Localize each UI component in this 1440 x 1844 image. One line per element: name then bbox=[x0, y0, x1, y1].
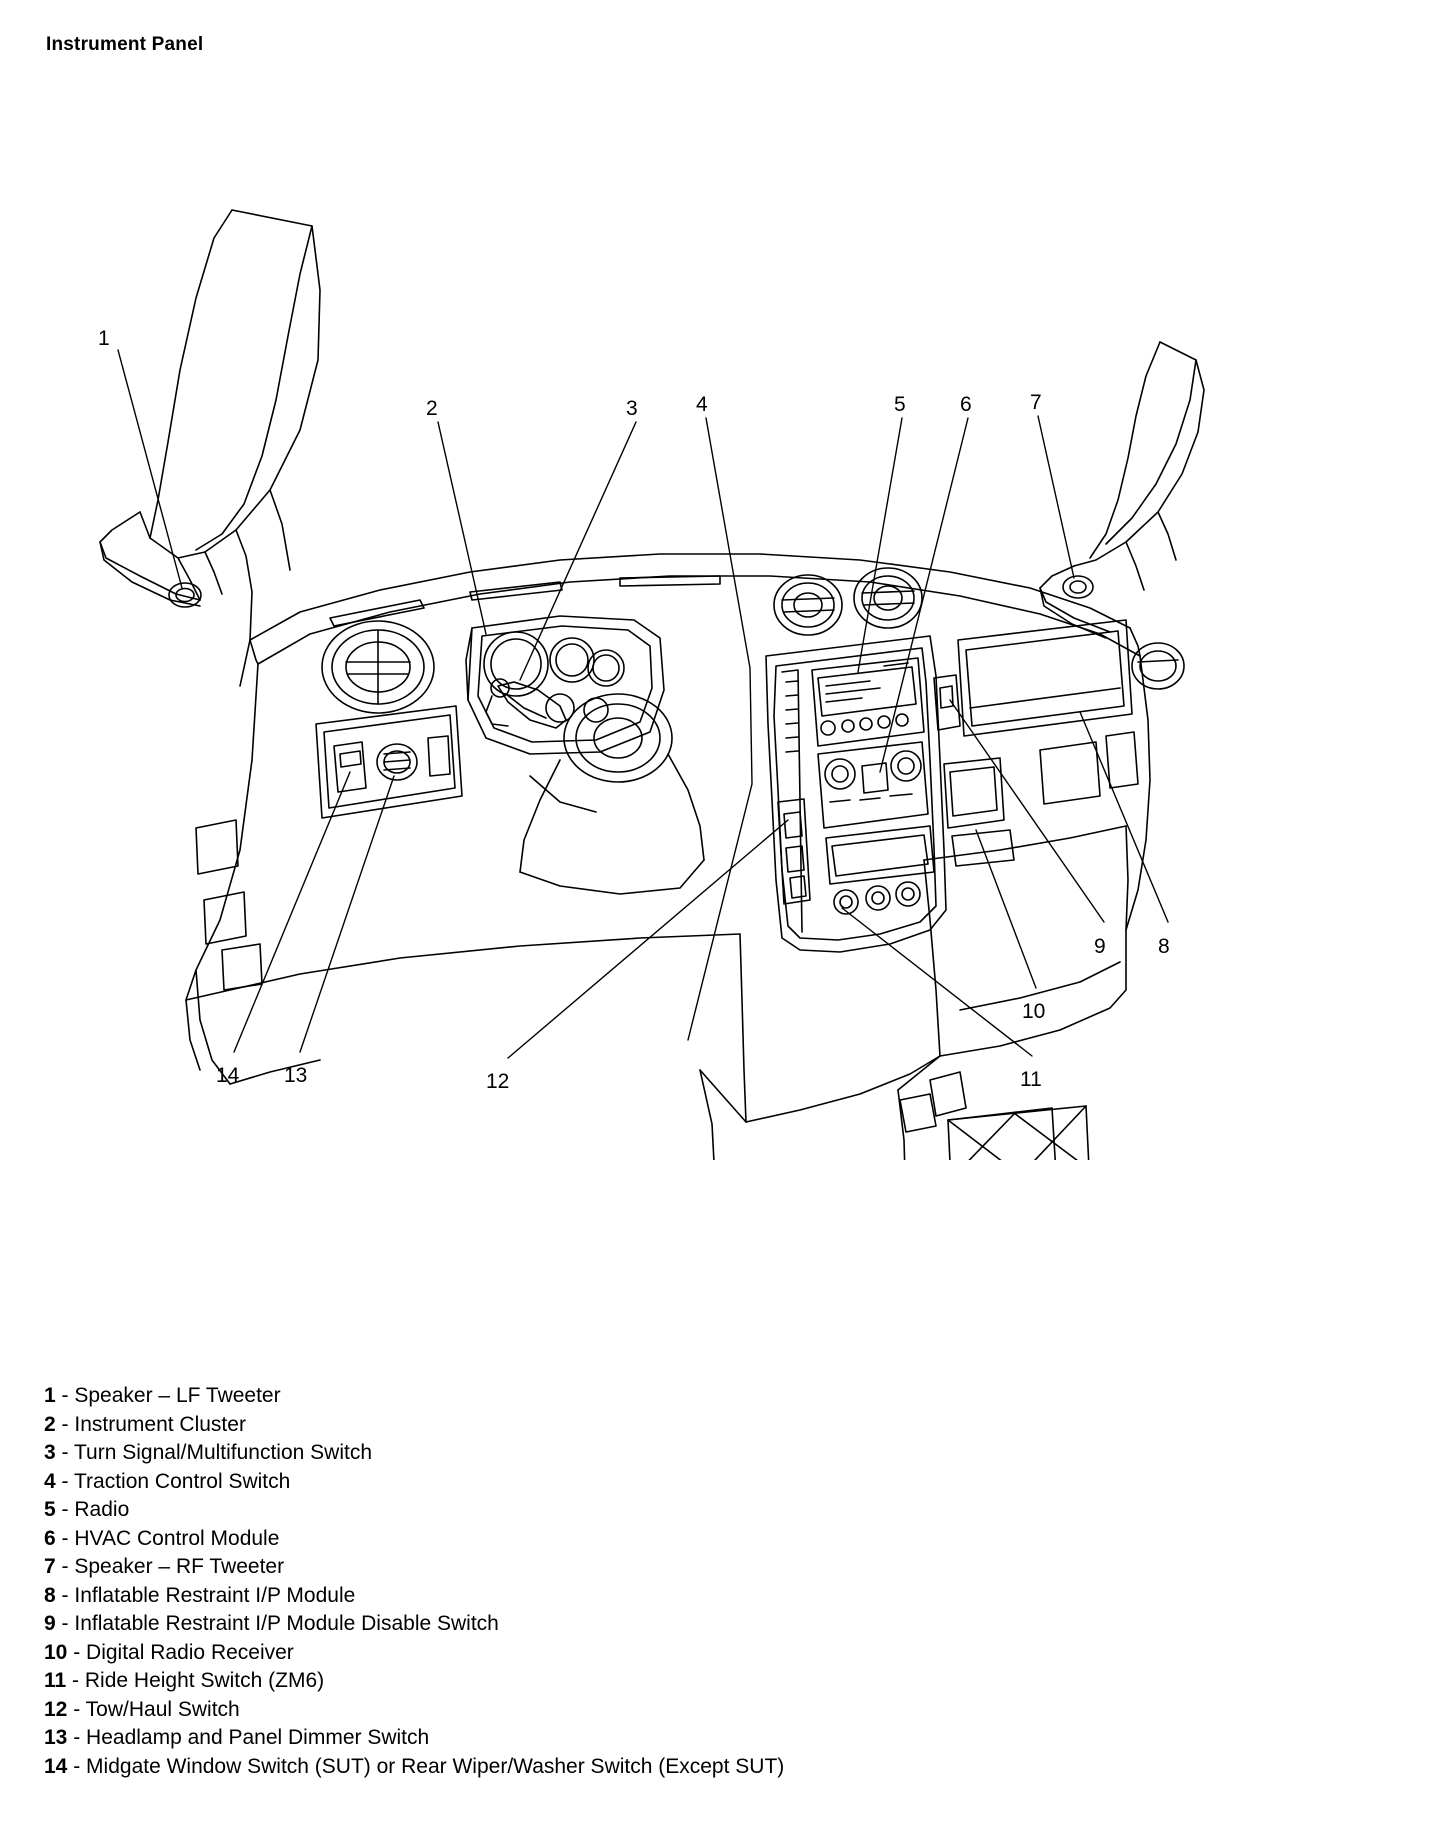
center-stack-lower-pocket bbox=[826, 826, 934, 914]
legend-number: 9 bbox=[44, 1612, 56, 1635]
instrument-panel-diagram bbox=[0, 60, 1440, 1160]
steering-column-shroud bbox=[520, 694, 704, 894]
legend-dash: - bbox=[73, 1754, 81, 1778]
legend-number: 12 bbox=[44, 1697, 68, 1721]
legend-label: Speaker – LF Tweeter bbox=[74, 1384, 281, 1407]
legend-label: Inflatable Restraint I/P Module Disable Switch bbox=[74, 1612, 499, 1635]
legend-label: Speaker – RF Tweeter bbox=[74, 1555, 285, 1578]
legend-item-4 bbox=[44, 1468, 1144, 1497]
callout-1: 1 bbox=[98, 327, 110, 350]
legend-number: 14 bbox=[44, 1754, 68, 1778]
legend-item-1 bbox=[44, 1382, 1144, 1411]
callout-4: 4 bbox=[696, 393, 708, 416]
legend-dash: - bbox=[61, 1526, 69, 1550]
legend-item-9 bbox=[44, 1610, 1144, 1639]
callout-2: 2 bbox=[426, 397, 438, 420]
callout-10: 10 bbox=[1022, 1000, 1046, 1023]
legend-label: HVAC Control Module bbox=[74, 1526, 280, 1550]
legend-item-3 bbox=[44, 1439, 1144, 1468]
left-air-vent bbox=[322, 621, 434, 713]
legend-number: 2 bbox=[44, 1412, 56, 1436]
legend-dash: - bbox=[61, 1412, 69, 1436]
legend-dash: - bbox=[61, 1441, 69, 1464]
legend-number: 7 bbox=[44, 1555, 56, 1578]
legend-item-14 bbox=[44, 1753, 1144, 1782]
legend-item-11 bbox=[44, 1667, 1144, 1696]
callout-6: 6 bbox=[960, 393, 972, 416]
callout-11: 11 bbox=[1020, 1068, 1042, 1091]
legend-number: 5 bbox=[44, 1498, 56, 1521]
legend-label: Digital Radio Receiver bbox=[86, 1640, 294, 1664]
callout-3: 3 bbox=[626, 397, 638, 420]
callout-12: 12 bbox=[486, 1070, 510, 1093]
legend-number: 6 bbox=[44, 1526, 56, 1550]
legend-label: Instrument Cluster bbox=[74, 1412, 246, 1436]
radio-unit bbox=[812, 658, 924, 746]
legend-number: 3 bbox=[44, 1441, 56, 1464]
diagram-svg bbox=[0, 60, 1440, 1160]
legend-dash: - bbox=[61, 1612, 69, 1635]
callout-9: 9 bbox=[1094, 935, 1106, 958]
page-title: Instrument Panel bbox=[46, 34, 204, 55]
legend-number: 10 bbox=[44, 1640, 68, 1664]
passenger-airbag-module bbox=[958, 620, 1184, 736]
callout-13: 13 bbox=[284, 1064, 308, 1087]
left-pillar-trim bbox=[100, 210, 320, 686]
legend-label: Traction Control Switch bbox=[74, 1469, 291, 1493]
legend-label: Ride Height Switch (ZM6) bbox=[84, 1669, 325, 1692]
callout-7: 7 bbox=[1030, 391, 1042, 414]
legend-label: Midgate Window Switch (SUT) or Rear Wiper/Washer Switch (Except SUT) bbox=[86, 1754, 785, 1778]
legend-dash: - bbox=[61, 1583, 69, 1607]
legend-dash: - bbox=[73, 1726, 81, 1749]
legend-label: Inflatable Restraint I/P Module bbox=[74, 1583, 356, 1607]
leader-lines bbox=[118, 350, 1168, 1058]
legend-dash: - bbox=[73, 1640, 81, 1664]
ip-top-surface bbox=[250, 554, 1140, 664]
legend-number: 1 bbox=[44, 1384, 56, 1407]
legend-item-10 bbox=[44, 1639, 1144, 1668]
legend-dash: - bbox=[61, 1555, 69, 1578]
legend-number: 8 bbox=[44, 1583, 56, 1607]
legend-item-13 bbox=[44, 1724, 1144, 1753]
legend-dash: - bbox=[61, 1469, 69, 1493]
legend-label: Headlamp and Panel Dimmer Switch bbox=[86, 1726, 430, 1749]
callout-14: 14 bbox=[216, 1064, 240, 1087]
legend-item-5 bbox=[44, 1496, 1144, 1525]
auxiliary-switch-bank bbox=[778, 799, 810, 904]
callout-8: 8 bbox=[1158, 935, 1170, 958]
legend-dash: - bbox=[72, 1669, 80, 1692]
legend-item-7 bbox=[44, 1553, 1144, 1582]
legend-label: Turn Signal/Multifunction Switch bbox=[74, 1441, 373, 1464]
legend-item-2 bbox=[44, 1411, 1144, 1440]
right-pillar-trim bbox=[1040, 342, 1204, 638]
center-stack-frame bbox=[766, 636, 946, 952]
legend-item-12 bbox=[44, 1696, 1144, 1725]
legend-dash: - bbox=[61, 1384, 69, 1407]
legend-dash: - bbox=[73, 1697, 81, 1721]
legend-label: Radio bbox=[74, 1498, 130, 1521]
callout-5: 5 bbox=[894, 393, 906, 416]
legend-item-8 bbox=[44, 1582, 1144, 1611]
legend-item-6 bbox=[44, 1525, 1144, 1554]
legend-dash: - bbox=[61, 1498, 69, 1521]
legend-number: 13 bbox=[44, 1726, 68, 1749]
legend-number: 4 bbox=[44, 1469, 56, 1493]
legend bbox=[44, 1382, 1144, 1781]
hvac-control-module bbox=[818, 742, 928, 828]
legend-label: Tow/Haul Switch bbox=[85, 1697, 240, 1721]
legend-number: 11 bbox=[44, 1669, 67, 1692]
